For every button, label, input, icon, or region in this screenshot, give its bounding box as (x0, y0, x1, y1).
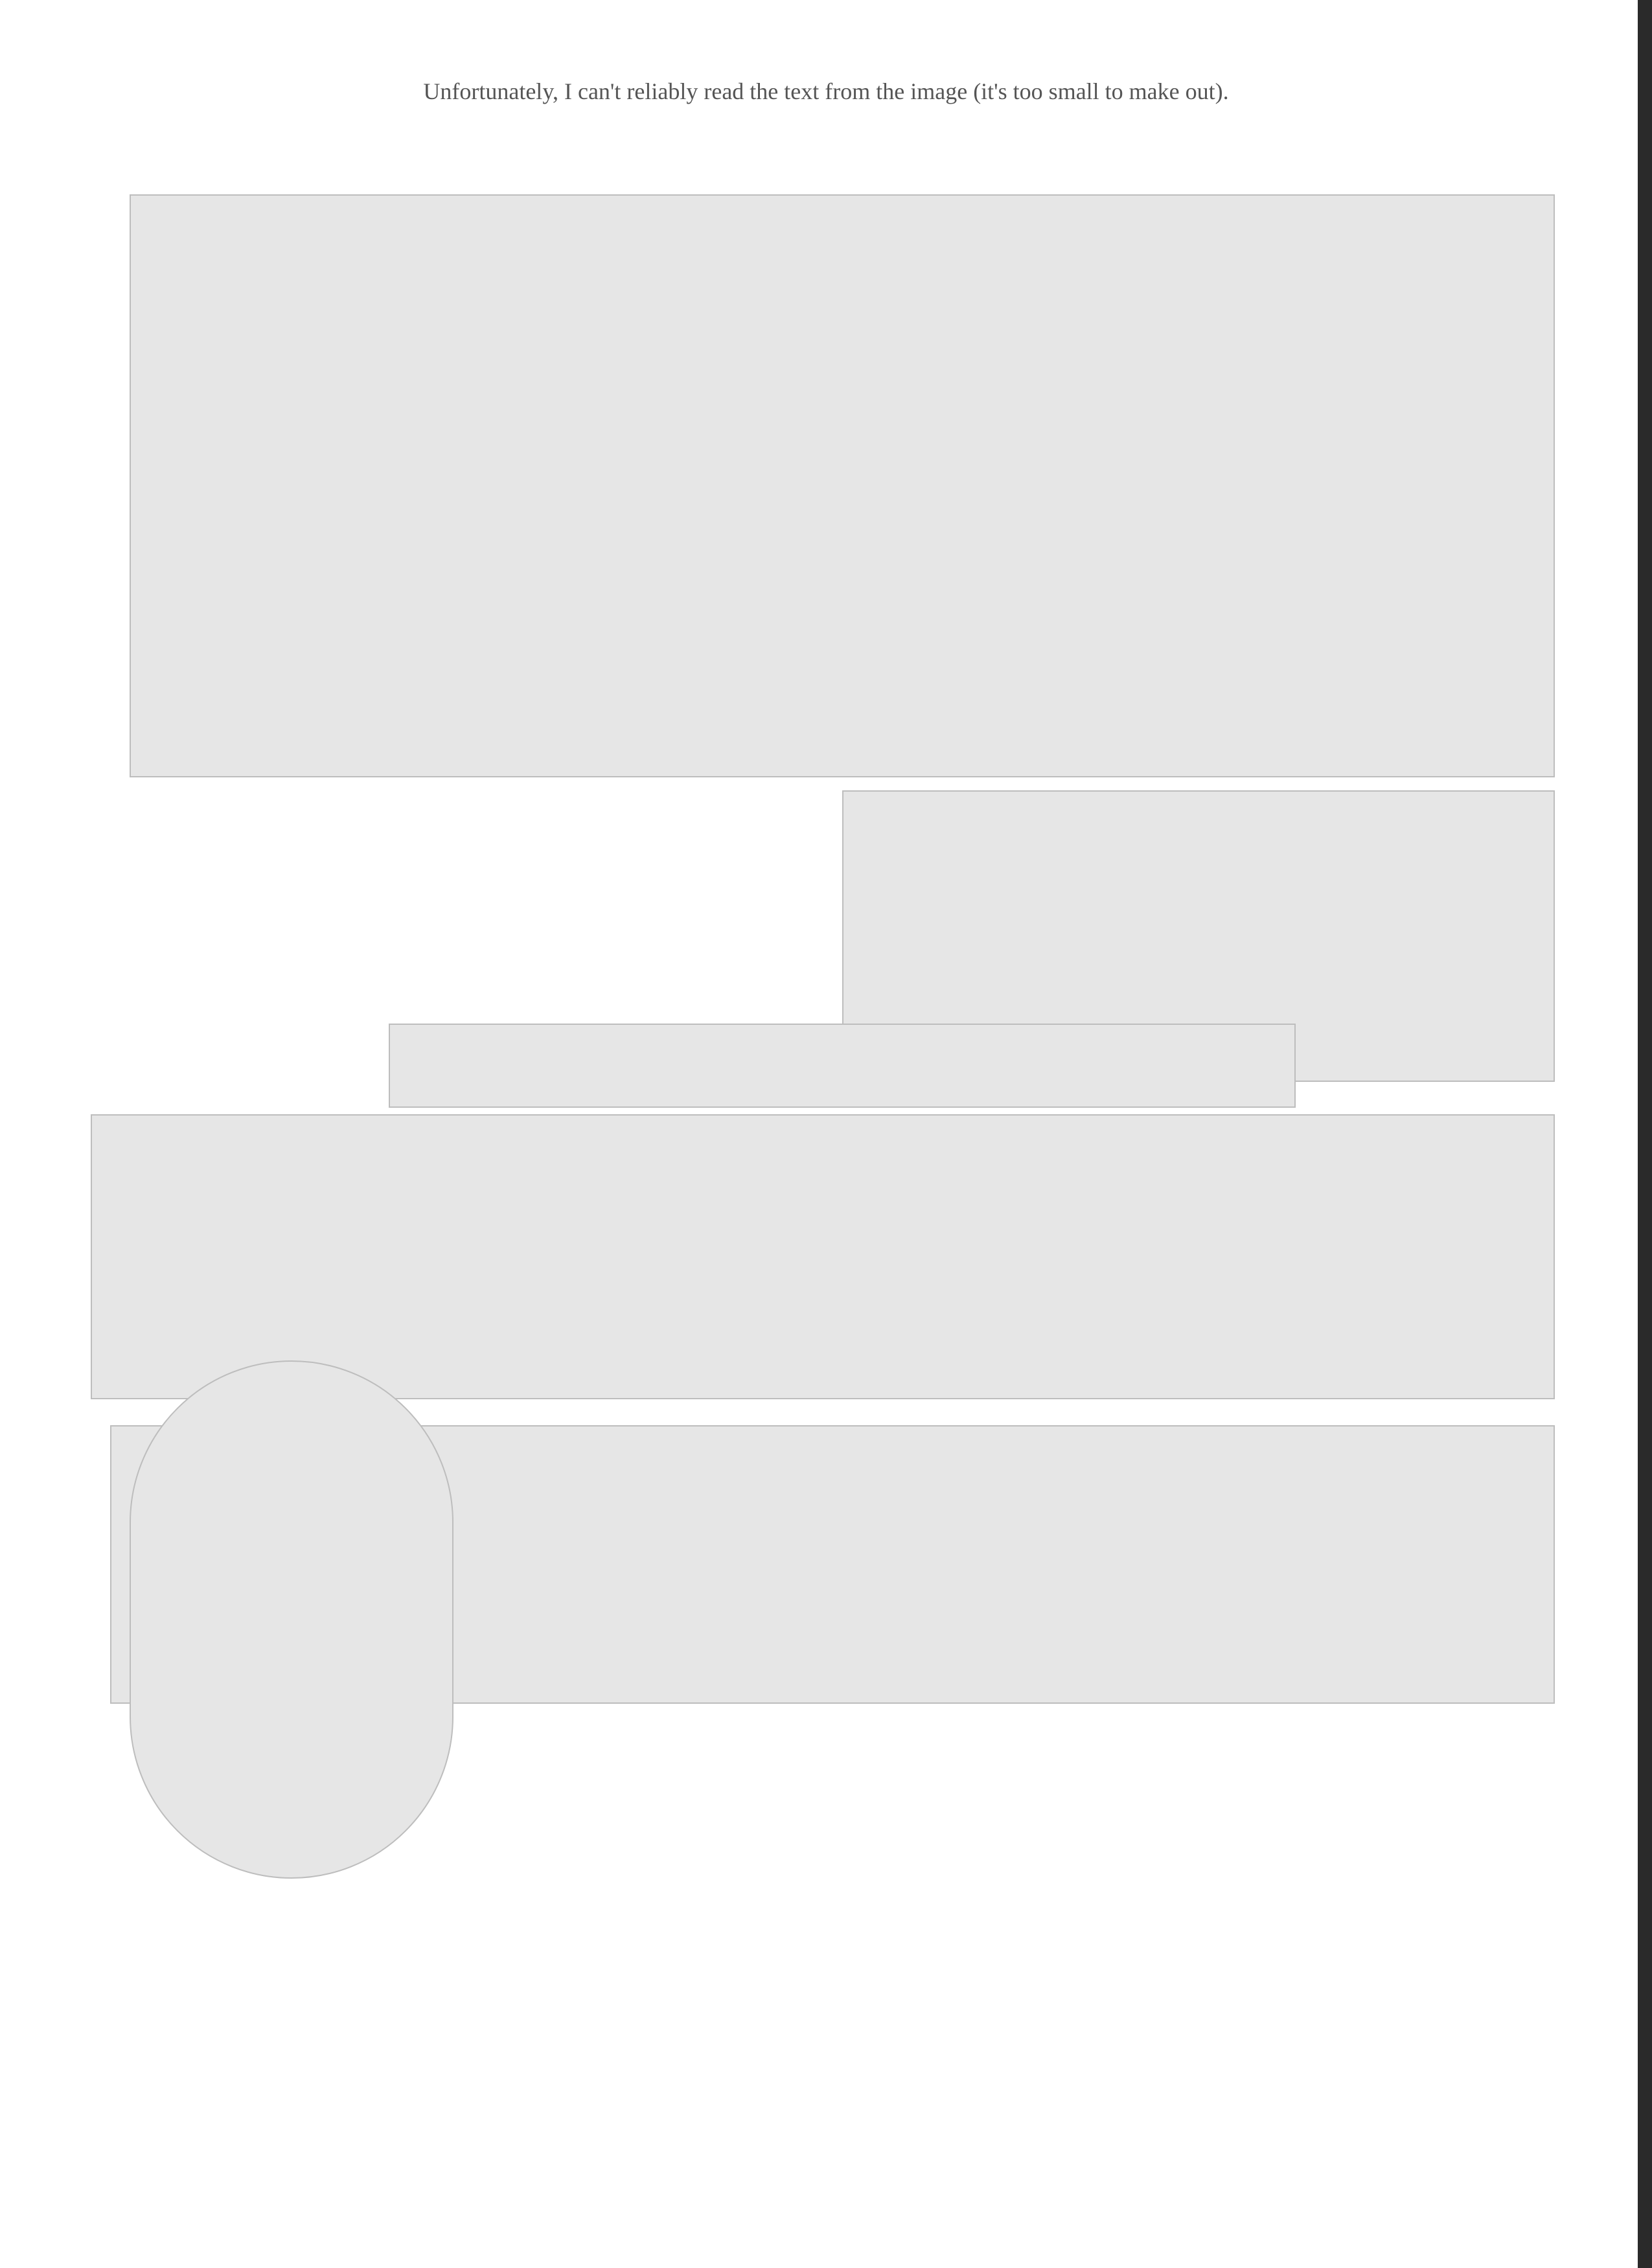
stamp-placeholder (130, 1360, 453, 1879)
scan-edge (1638, 0, 1652, 2268)
notice-text: Unfortunately, I can't reliably read the text from the image (it's too small to make out). (423, 78, 1229, 104)
title-placeholder (389, 1024, 1296, 1108)
main-table-placeholder (91, 1114, 1555, 1399)
header-block-placeholder (130, 194, 1555, 777)
